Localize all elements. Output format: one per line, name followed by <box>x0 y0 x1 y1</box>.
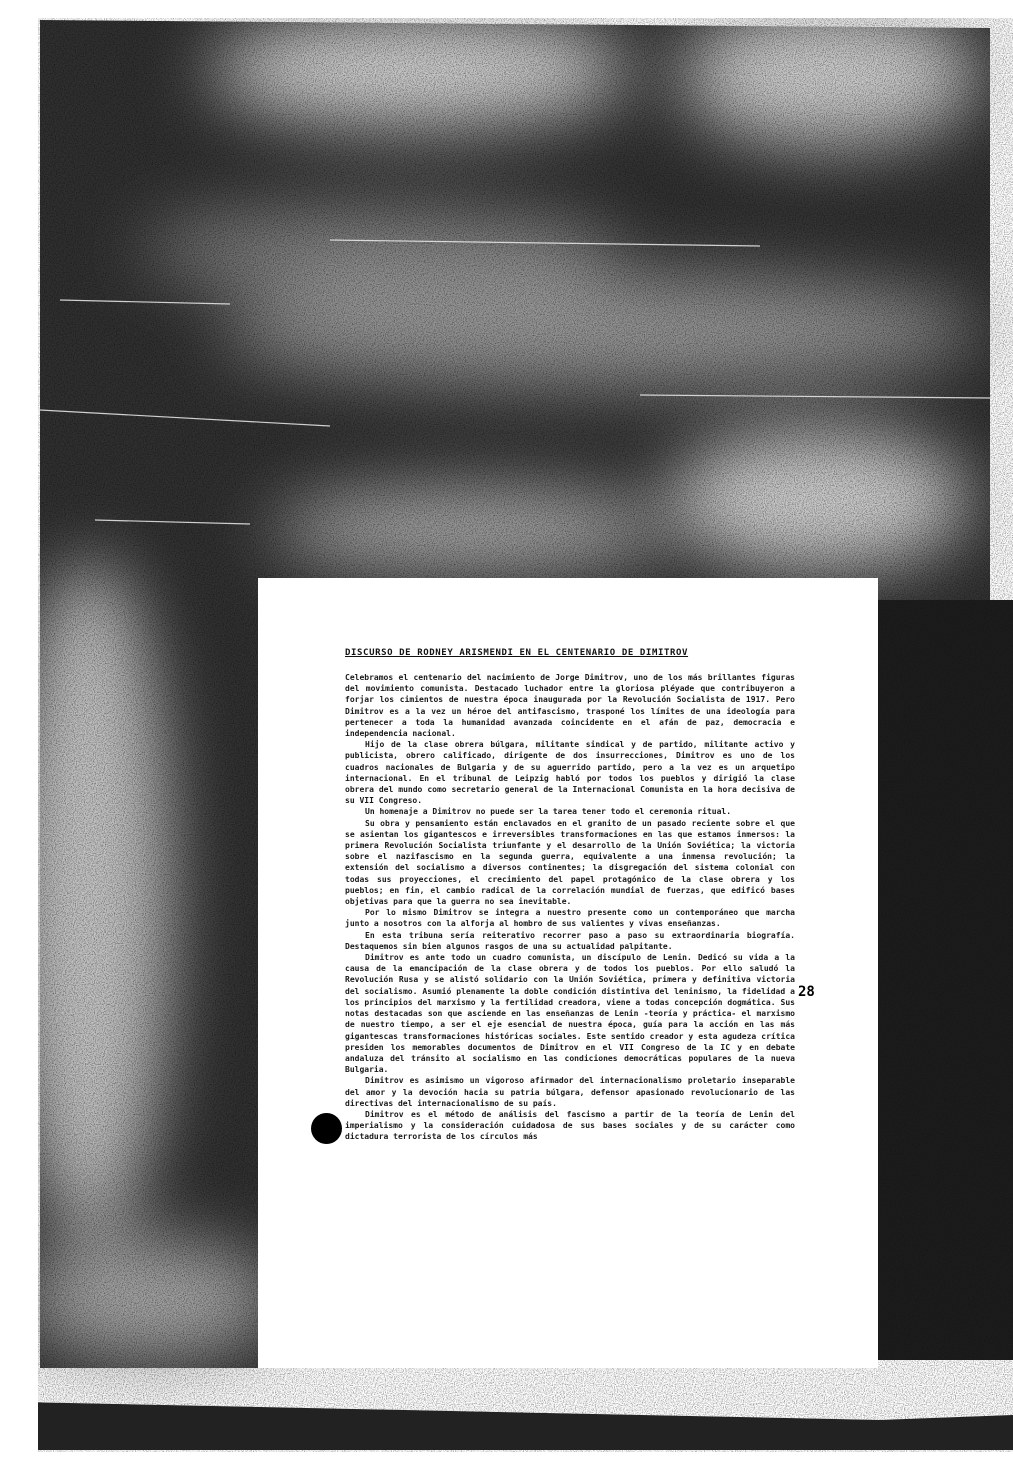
paragraph: Dimitrov es asimismo un vigoroso afirmador del internacionalismo proletario inseparable del amor y la devoción hacia su patria búlgara, defensor apasionado revolucionario de las directivas del internacionalismo de su país. <box>345 1076 795 1108</box>
punch-hole <box>311 1113 342 1144</box>
paragraph: Un homenaje a Dimitrov no puede ser la tarea tener todo el ceremonia ritual. <box>365 807 732 817</box>
paragraph: Dimitrov es ante todo un cuadro comunista, un discípulo de Lenin. Dedicó su vida a la causa de la emancipación de la clase obrera y de todos los pueblos. Por ello saludó la Revolución Rusa y se alistó solidario con la Unión Soviética, primera y definitiva victoria del socialismo. Asumió plenamente la doble condición distintiva del leninismo, la fidelidad a los principios del marxismo y la fertilidad creadora, viene a todas concepción dogmática. Sus notas destacadas son que asciende en las enseñanzas de Lenin -teoría y práctica- el marxismo de nuestro tiempo, a ser el eje esencial de nuestra época, guía para la acción en las más gigantescas transformaciones históricas sociales. Este sentido creador y esta agudeza crítica presiden los memorables documentos de Dimitrov en el VII Congreso de la IC y en debate andaluza del tránsito al socialismo en las condiciones democráticas populares de la nueva Bulgaria. <box>345 953 795 1075</box>
document-body <box>345 672 795 1143</box>
paragraph: Su obra y pensamiento están enclavados en el granito de un pasado reciente sobre el que se asientan los gigantescos e irreversibles transformaciones en las que estamos inmersos: la primera Revolución Socialista triunfante y el desarrollo de la Unión Soviética; la victoria sobre el nazifascismo en la segunda guerra, equivalente a una inmensa revolución; la extensión del socialismo a diversos continentes; la disgregación del sistema colonial con todas sus proyecciones, el crecimiento del papel protagónico de la clase obrera y los pueblos; en fin, el cambio radical de la correlación mundial de fuerzas, que edificó bases objetivas para que la guerra no sea inevitable. <box>345 818 795 907</box>
document-title: DISCURSO DE RODNEY ARISMENDI EN EL CENTENARIO DE DIMITROV <box>345 648 689 658</box>
paragraph: Hijo de la clase obrera búlgara, militante sindical y de partido, militante activo y publicista, obrero calificado, dirigente de dos insurrecciones, Dimitrov es uno de los cuadros nacionales de Bulgaria y de su aguerrido partido, pero a la vez es un arquetipo internacional. En el tribunal de Leipzig habló por todos los pueblos y dirigió la clase obrera del mundo como secretario general de la Internacional Comunista en la hora decisiva de su VII Congreso. <box>345 740 795 806</box>
paragraph: En esta tribuna sería reiterativo recorrer paso a paso su extraordinaria biografía. Destaquemos sin bien algunos rasgos de una su actualidad palpitante. <box>345 930 795 951</box>
paragraph: Celebramos el centenario del nacimiento de Jorge Dimitrov, uno de los más brillantes figuras del movimiento comunista. Destacado luchador entre la gloriosa pléyade que contribuyeron a forjar los cimientos de nuestra época inaugurada por la Revolución Socialista de 1917. Pero Dimitrov es a la vez un héroe del antifascismo, trasponé los límites de una ideología para pertenecer a toda la humanidad avanzada coincidente en el afán de paz, democracia e independencia nacional. <box>345 673 795 739</box>
paragraph: Dimitrov es el método de análisis del fascismo a partir de la teoría de Lenin del imperialismo y la consideración cuidadosa de sus bases sociales y de su carácter como dictadura terrorista de los círculos más <box>345 1109 795 1142</box>
page-number: 28 <box>798 984 815 1000</box>
paragraph: Por lo mismo Dimitrov se integra a nuestro presente como un contemporáneo que marcha junto a nosotros con la alforja al hombro de sus valientes y vivas enseñanzas. <box>345 908 795 929</box>
